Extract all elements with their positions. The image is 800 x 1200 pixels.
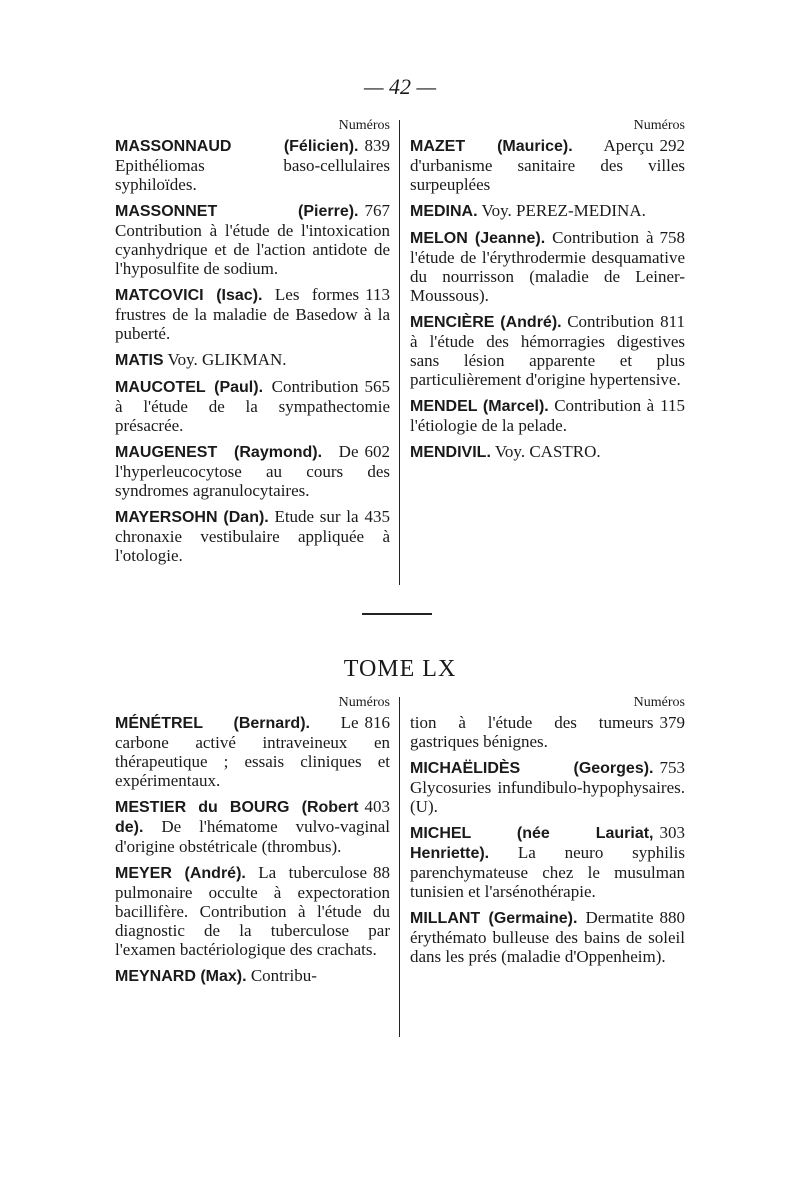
index-entry	[115, 136, 390, 194]
entry-author: MAUGENEST (Raymond).	[115, 444, 323, 461]
entry-author: MEYER (André).	[115, 865, 246, 882]
right-column	[410, 118, 685, 469]
left-column	[115, 695, 390, 993]
entry-number: 88	[373, 863, 390, 882]
entry-author: MAUCOTEL (Paul).	[115, 379, 264, 396]
column-header: Numéros	[338, 118, 390, 133]
index-entry	[115, 713, 390, 790]
entry-text: Contribution à l'étude des hémorragies digestives sans lésion apparente et plus particulièrement d'origine hypertensive.	[410, 312, 685, 389]
entry-author: MATCOVICI (Isac).	[115, 287, 263, 304]
index-entry	[115, 350, 390, 370]
entry-author: MICHAËLIDÈS (Georges).	[410, 760, 654, 777]
entry-text: Les formes frustres de la maladie de Basedow à la puberté.	[115, 285, 390, 343]
entry-author: MEDINA.	[410, 203, 478, 220]
entry-number: 880	[659, 908, 685, 927]
entry-continuation	[410, 713, 685, 751]
entry-number: 767	[364, 201, 390, 220]
page-number: — 42 —	[363, 74, 437, 99]
index-entry	[410, 442, 685, 462]
index-entry	[410, 228, 685, 305]
entry-author: MELON (Jeanne).	[410, 230, 546, 247]
index-entry	[115, 442, 390, 500]
entry-number: 435	[364, 507, 390, 526]
entry-number: 816	[364, 713, 390, 732]
entry-list	[410, 758, 685, 966]
entry-text: Aperçu d'urbanisme sanitaire des villes surpeuplées	[410, 136, 685, 194]
index-entry	[410, 312, 685, 389]
entry-number: 758	[659, 228, 685, 247]
tome-title: TOME LX	[343, 656, 457, 682]
index-entry	[115, 377, 390, 435]
entry-author: MILLANT (Germaine).	[410, 910, 578, 927]
entry-author: MAYERSOHN (Dan).	[115, 509, 269, 526]
column-header: Numéros	[338, 695, 390, 710]
entry-list	[115, 136, 390, 565]
entry-text: Le carbone activé intraveineux en thérapeutique ; essais cliniques et expérimentaux.	[115, 713, 390, 790]
entry-text: Voy. GLIKMAN.	[167, 350, 287, 369]
entry-author: MAZET (Maurice).	[410, 138, 573, 155]
entry-text: De l'hyperleucocytose au cours des syndromes agranulocytaires.	[115, 442, 390, 500]
entry-author: MASSONNET (Pierre).	[115, 203, 359, 220]
entry-text: La neuro syphilis parenchymateuse chez le musulman tunisien et l'arsénothérapie.	[410, 843, 685, 901]
entry-text: De l'hématome vulvo-vaginal d'origine obstétricale (thrombus).	[115, 817, 390, 856]
entry-number: 113	[365, 285, 390, 304]
entry-author: MENDIVIL.	[410, 444, 491, 461]
index-entry	[410, 396, 685, 435]
entry-text: Contribution à l'étude de l'érythrodermie desquamative du nourrisson (maladie de Leiner-Moussous).	[410, 228, 685, 305]
entry-author: MENCIÈRE (André).	[410, 314, 562, 331]
index-entry	[115, 285, 390, 343]
entry-number: 753	[659, 758, 685, 777]
entry-text: La tuberculose pulmonaire occulte à expectoration bacillifère. Contribution à l'étude du diagnostic de la tuberculose par l'examen bactériologique des crachats.	[115, 863, 390, 959]
entry-author: MICHEL (née Lauriat, Henriette).	[410, 825, 654, 862]
entry-text: Contribution à l'étude de la sympathectomie présacrée.	[115, 377, 390, 435]
entry-author: MESTIER du BOURG (Robert de).	[115, 799, 359, 836]
index-entry	[115, 797, 390, 856]
index-entry	[410, 136, 685, 194]
index-entry	[115, 201, 390, 278]
entry-text: Voy. PEREZ-MEDINA.	[481, 201, 646, 220]
entry-number: 811	[660, 312, 685, 331]
index-section-top	[115, 118, 685, 606]
entry-number: 403	[364, 797, 390, 816]
index-entry	[410, 908, 685, 966]
entry-number: 839	[364, 136, 390, 155]
entry-author: MENDEL (Marcel).	[410, 398, 549, 415]
entry-text: Contribu-	[250, 966, 317, 985]
entry-text: Voy. CASTRO.	[494, 442, 601, 461]
entry-text: Dermatite érythémato bulleuse des bains de soleil dans les prés (maladie d'Oppenheim).	[410, 908, 685, 966]
entry-text: Contribution à l'étude de l'intoxication cyanhydrique et de l'action antidote de l'hyposulfite de sodium.	[115, 221, 390, 278]
entry-text: Contribution à l'étiologie de la pelade.	[410, 396, 655, 435]
index-entry	[410, 758, 685, 816]
entry-number: 303	[659, 823, 685, 842]
entry-text: Epithéliomas baso-cellulaires syphiloïdes.	[115, 156, 390, 194]
entry-text: tion à l'étude des tumeurs gastriques bénignes.	[410, 713, 654, 751]
index-entry	[410, 201, 685, 221]
entry-number: 292	[659, 136, 685, 155]
entry-text: Etude sur la chronaxie vestibulaire appliquée à l'otologie.	[115, 507, 390, 565]
entry-author: MATIS	[115, 352, 164, 369]
entry-list	[410, 136, 685, 462]
left-column	[115, 118, 390, 572]
index-entry	[115, 863, 390, 959]
index-entry	[115, 507, 390, 565]
entry-number: 379	[659, 713, 685, 732]
entry-author: MEYNARD (Max).	[115, 968, 247, 985]
column-divider	[399, 120, 400, 585]
index-entry	[410, 823, 685, 901]
column-header: Numéros	[633, 118, 685, 133]
entry-author: MÉNÉTREL (Bernard).	[115, 715, 310, 732]
entry-number: 565	[364, 377, 390, 396]
column-header: Numéros	[633, 695, 685, 710]
entry-number: 602	[364, 442, 390, 461]
index-section-bottom	[115, 695, 685, 1045]
right-column	[410, 695, 685, 973]
entry-text: Glycosuries infundibulo-hypophysaires. (U).	[410, 778, 685, 816]
index-entry	[115, 966, 390, 986]
column-divider	[399, 697, 400, 1037]
section-divider	[362, 613, 432, 615]
entry-author: MASSONNAUD (Félicien).	[115, 138, 359, 155]
entry-list	[115, 713, 390, 986]
entry-number: 115	[660, 396, 685, 415]
